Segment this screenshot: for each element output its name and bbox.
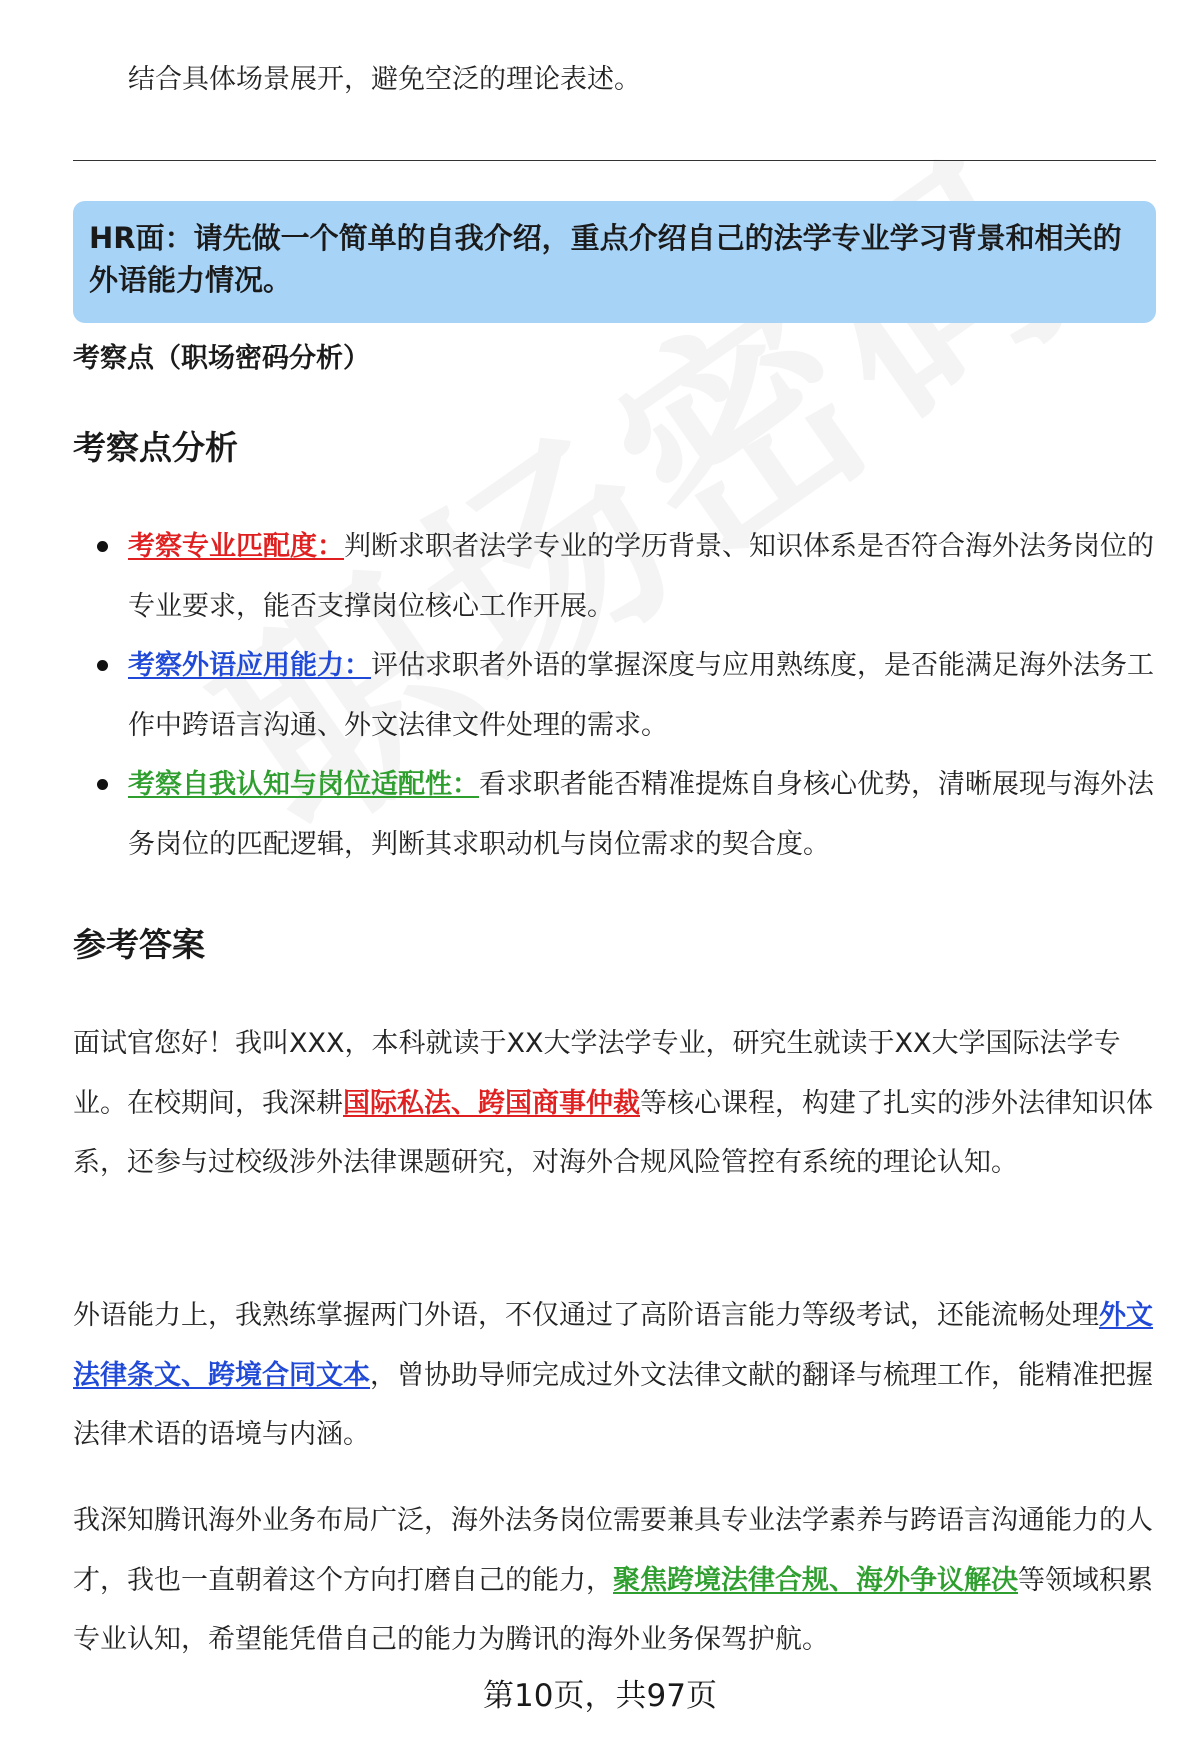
paragraph-text: ，曾协助导师完成过外文法律文献的翻译与梳理工作，能精准把握法律术语的语境与内涵。 [73,1359,1153,1450]
page-number: 第10页，共97页 [483,1678,717,1714]
top-line-text: 结合具体场景展开，避免空泛的理论表述。 [128,64,641,95]
list-item [73,636,1163,755]
answer-paragraph-1 [73,1014,1158,1193]
divider [73,160,1156,161]
answer-paragraph-2 [73,1286,1158,1465]
analysis-list [73,517,1163,874]
highlight-link[interactable]: 外文法律条文、跨境合同文本 [73,1300,1153,1391]
list-item-text: 评估求职者外语的掌握深度与应用熟练度，是否能满足海外法务工作中跨语言沟通、外文法律文件处理的需求。 [128,650,1154,741]
list-item-text: 判断求职者法学专业的学历背景、知识体系是否符合海外法务岗位的专业要求，能否支撑岗位核心工作开展。 [128,531,1154,622]
keyword-link[interactable]: 考察自我认知与岗位适配性： [128,769,479,800]
answer-heading: 参考答案 [73,925,205,964]
paragraph-text: 面试官您好！我叫XXX，本科就读于XX大学法学专业，研究生就读于XX大学国际法学专业。在校期间，我深耕 [73,1028,1121,1119]
list-item [73,755,1163,874]
highlight-link[interactable]: 国际私法、跨国商事仲裁 [343,1087,640,1119]
exam-point-label: 考察点（职场密码分析） [73,343,370,374]
list-item-text: 看求职者能否精准提炼自身核心优势，清晰展现与海外法务岗位的匹配逻辑，判断其求职动机与岗位需求的契合度。 [128,769,1154,860]
paragraph-text: 外语能力上，我熟练掌握两门外语，不仅通过了高阶语言能力等级考试，还能流畅处理 [73,1300,1099,1331]
paragraph-text: 我深知腾讯海外业务布局广泛，海外法务岗位需要兼具专业法学素养与跨语言沟通能力的人才，我也一直朝着这个方向打磨自己的能力， [73,1505,1153,1596]
keyword-link[interactable]: 考察专业匹配度： [128,531,344,562]
list-item [73,517,1163,636]
keyword-link[interactable]: 考察外语应用能力： [128,650,371,681]
highlight-link[interactable]: 聚焦跨境法律合规、海外争议解决 [613,1564,1018,1596]
paragraph-text: 等领域积累专业认知，希望能凭借自己的能力为腾讯的海外业务保驾护航。 [73,1564,1153,1655]
analysis-heading: 考察点分析 [73,428,238,467]
hr-question-box: HR面：请先做一个简单的自我介绍，重点介绍自己的法学专业学习背景和相关的外语能力情况。 [73,201,1156,323]
paragraph-text: 等核心课程，构建了扎实的涉外法律知识体系，还参与过校级涉外法律课题研究，对海外合规风险管控有系统的理论认知。 [73,1087,1153,1178]
answer-paragraph-3 [73,1491,1158,1670]
